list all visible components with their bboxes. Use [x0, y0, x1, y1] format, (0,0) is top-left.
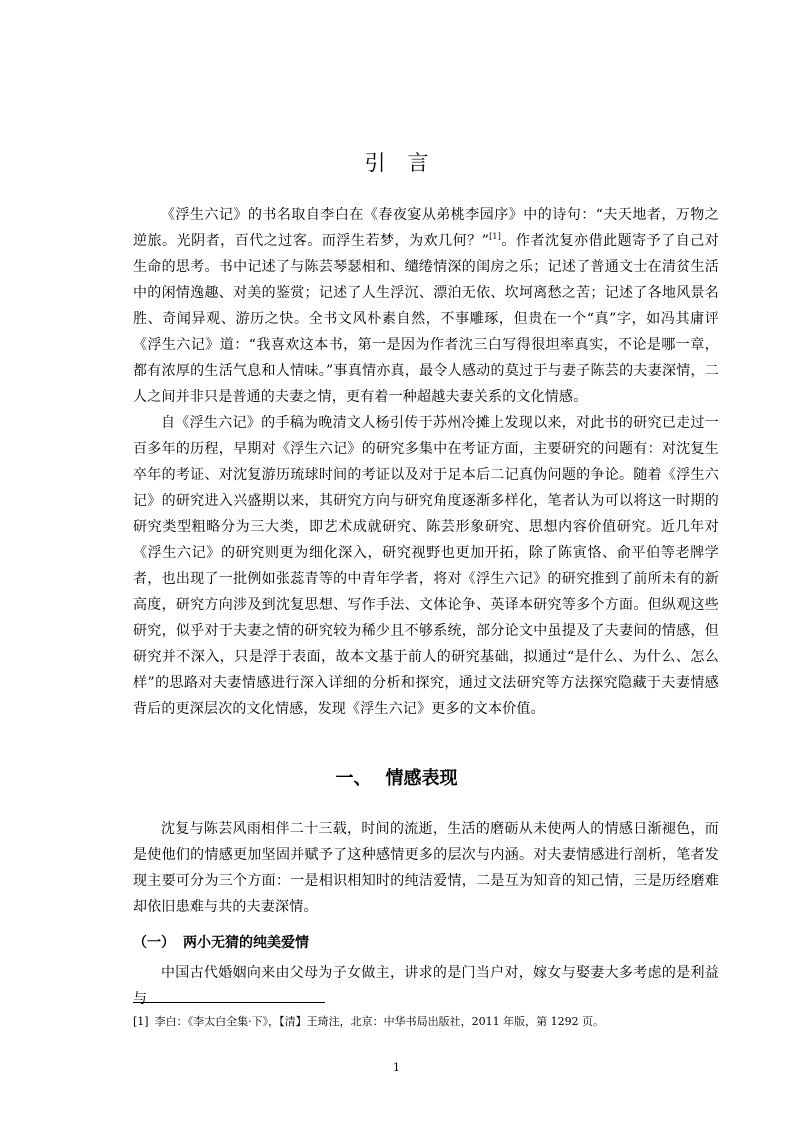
section-paragraph: 沈复与陈芸风雨相伴二十三载，时间的流逝，生活的磨砺从未使两人的情感日渐褪色，而是使他们的情感更加坚固并赋予了这种感情更多的层次与内涵。对夫妻情感进行剖析，笔者发现主要可分为三个方面：一是相识相知时的纯洁爱情，二是互为知音的知己情，三是历经磨难却依旧患难与共的夫妻深情。: [133, 821, 719, 915]
intro-paragraph-2: 自《浮生六记》的手稿为晚清文人杨引传于苏州冷摊上发现以来，对此书的研究已走过一百多年的历程，早期对《浮生六记》的研究多集中在考证方面，主要研究的问题有：对沈复生卒年的考证、对沈复游历琉球时间的考证以及对于足本后二记真伪问题的争论。随着《浮生六记》的研究进入兴盛期以来，其研究方向与研究角度逐渐多样化，笔者认为可以将这一时期的研究类型粗略分为三大类，即艺术成就研究、陈芸形象研究、思想内容价值研究。近几年对《浮生六记》的研究则更为细化深入，研究视野也更加开拓，除了陈寅恪、俞平伯等老牌学者，也出现了一批例如张蕊青等的中青年学者，将对《浮生六记》的研究推到了前所未有的新高度，研究方向涉及到沈复思想、写作手法、文体论争、英译本研究等多个方面。但纵观这些研究，似乎对于夫妻之情的研究较为稀少且不够系统，部分论文中虽提及了夫妻间的情感，但研究并不深入，只是浮于表面，故本文基于前人的研究基础，拟通过“是什么、为什么、怎么样”的思路对夫妻情感进行深入详细的分析和探究，通过文法研究等方法探究隐藏于夫妻情感背后的更深层次的文化情感，发现《浮生六记》更多的文本价值。: [133, 415, 719, 717]
intro-paragraph-1-text-b: 。作者沈复亦借此题寄予了自己对生命的思考。书中记述了与陈芸琴瑟相和、缱绻情深的闺房之乐；记述了普通文士在清贫生活中的闲情逸趣、对美的鉴赏；记述了人生浮沉、漂泊无依、坎坷离愁之苦；记述了各地风景名胜、奇闻异观、游历之快。全书文风朴素自然，不事雕琢，但贵在一个“真”字，如冯其庸评《浮生六记》道：“我喜欢这本书，第一是因为作者沈三白写得很坦率真实，不论是哪一章，都有浓厚的生活气息和人情味。”事真情亦真，最令人感动的莫过于与妻子陈芸的夫妻深情，二人之间并非只是普通的夫妻之情，更有着一种超越夫妻关系的文化情感。: [133, 233, 720, 405]
intro-paragraph-1: [133, 202, 719, 410]
subsection-paragraph: 中国古代婚姻向来由父母为子女做主，讲求的是门当户对，嫁女与娶妻大多考虑的是利益与: [133, 965, 719, 1007]
subsection-number: （一）: [133, 935, 175, 951]
subsection-heading: [133, 930, 309, 956]
section-number: 一、: [335, 768, 372, 789]
subsection-body: [133, 960, 719, 1012]
page-number: 1: [393, 1061, 400, 1074]
intro-body: [133, 202, 719, 722]
footnote-reference[interactable]: [1]: [489, 232, 502, 241]
subsection-title: 两小无猜的纯美爱情: [183, 935, 309, 951]
footnote-number: [1]: [133, 1015, 149, 1028]
intro-paragraph-1-text-a: 《浮生六记》的书名取自李白在《春夜宴从弟桃李园序》中的诗句：“夫天地者，万物之逆旅。光阴者，百代之过客。而浮生若梦，为欢几何？”: [133, 207, 719, 249]
section-heading: [0, 766, 793, 792]
footnote-text: 李白：《李太白全集·下》，【清】王琦注，北京：中华书局出版社，2011 年版，第 1292 页。: [154, 1015, 605, 1028]
footnote-divider: [133, 1002, 325, 1003]
footnote: [133, 1014, 733, 1030]
section-title: 情感表现: [385, 768, 458, 789]
page-title: 引言: [364, 151, 451, 175]
section-body: [133, 816, 719, 920]
